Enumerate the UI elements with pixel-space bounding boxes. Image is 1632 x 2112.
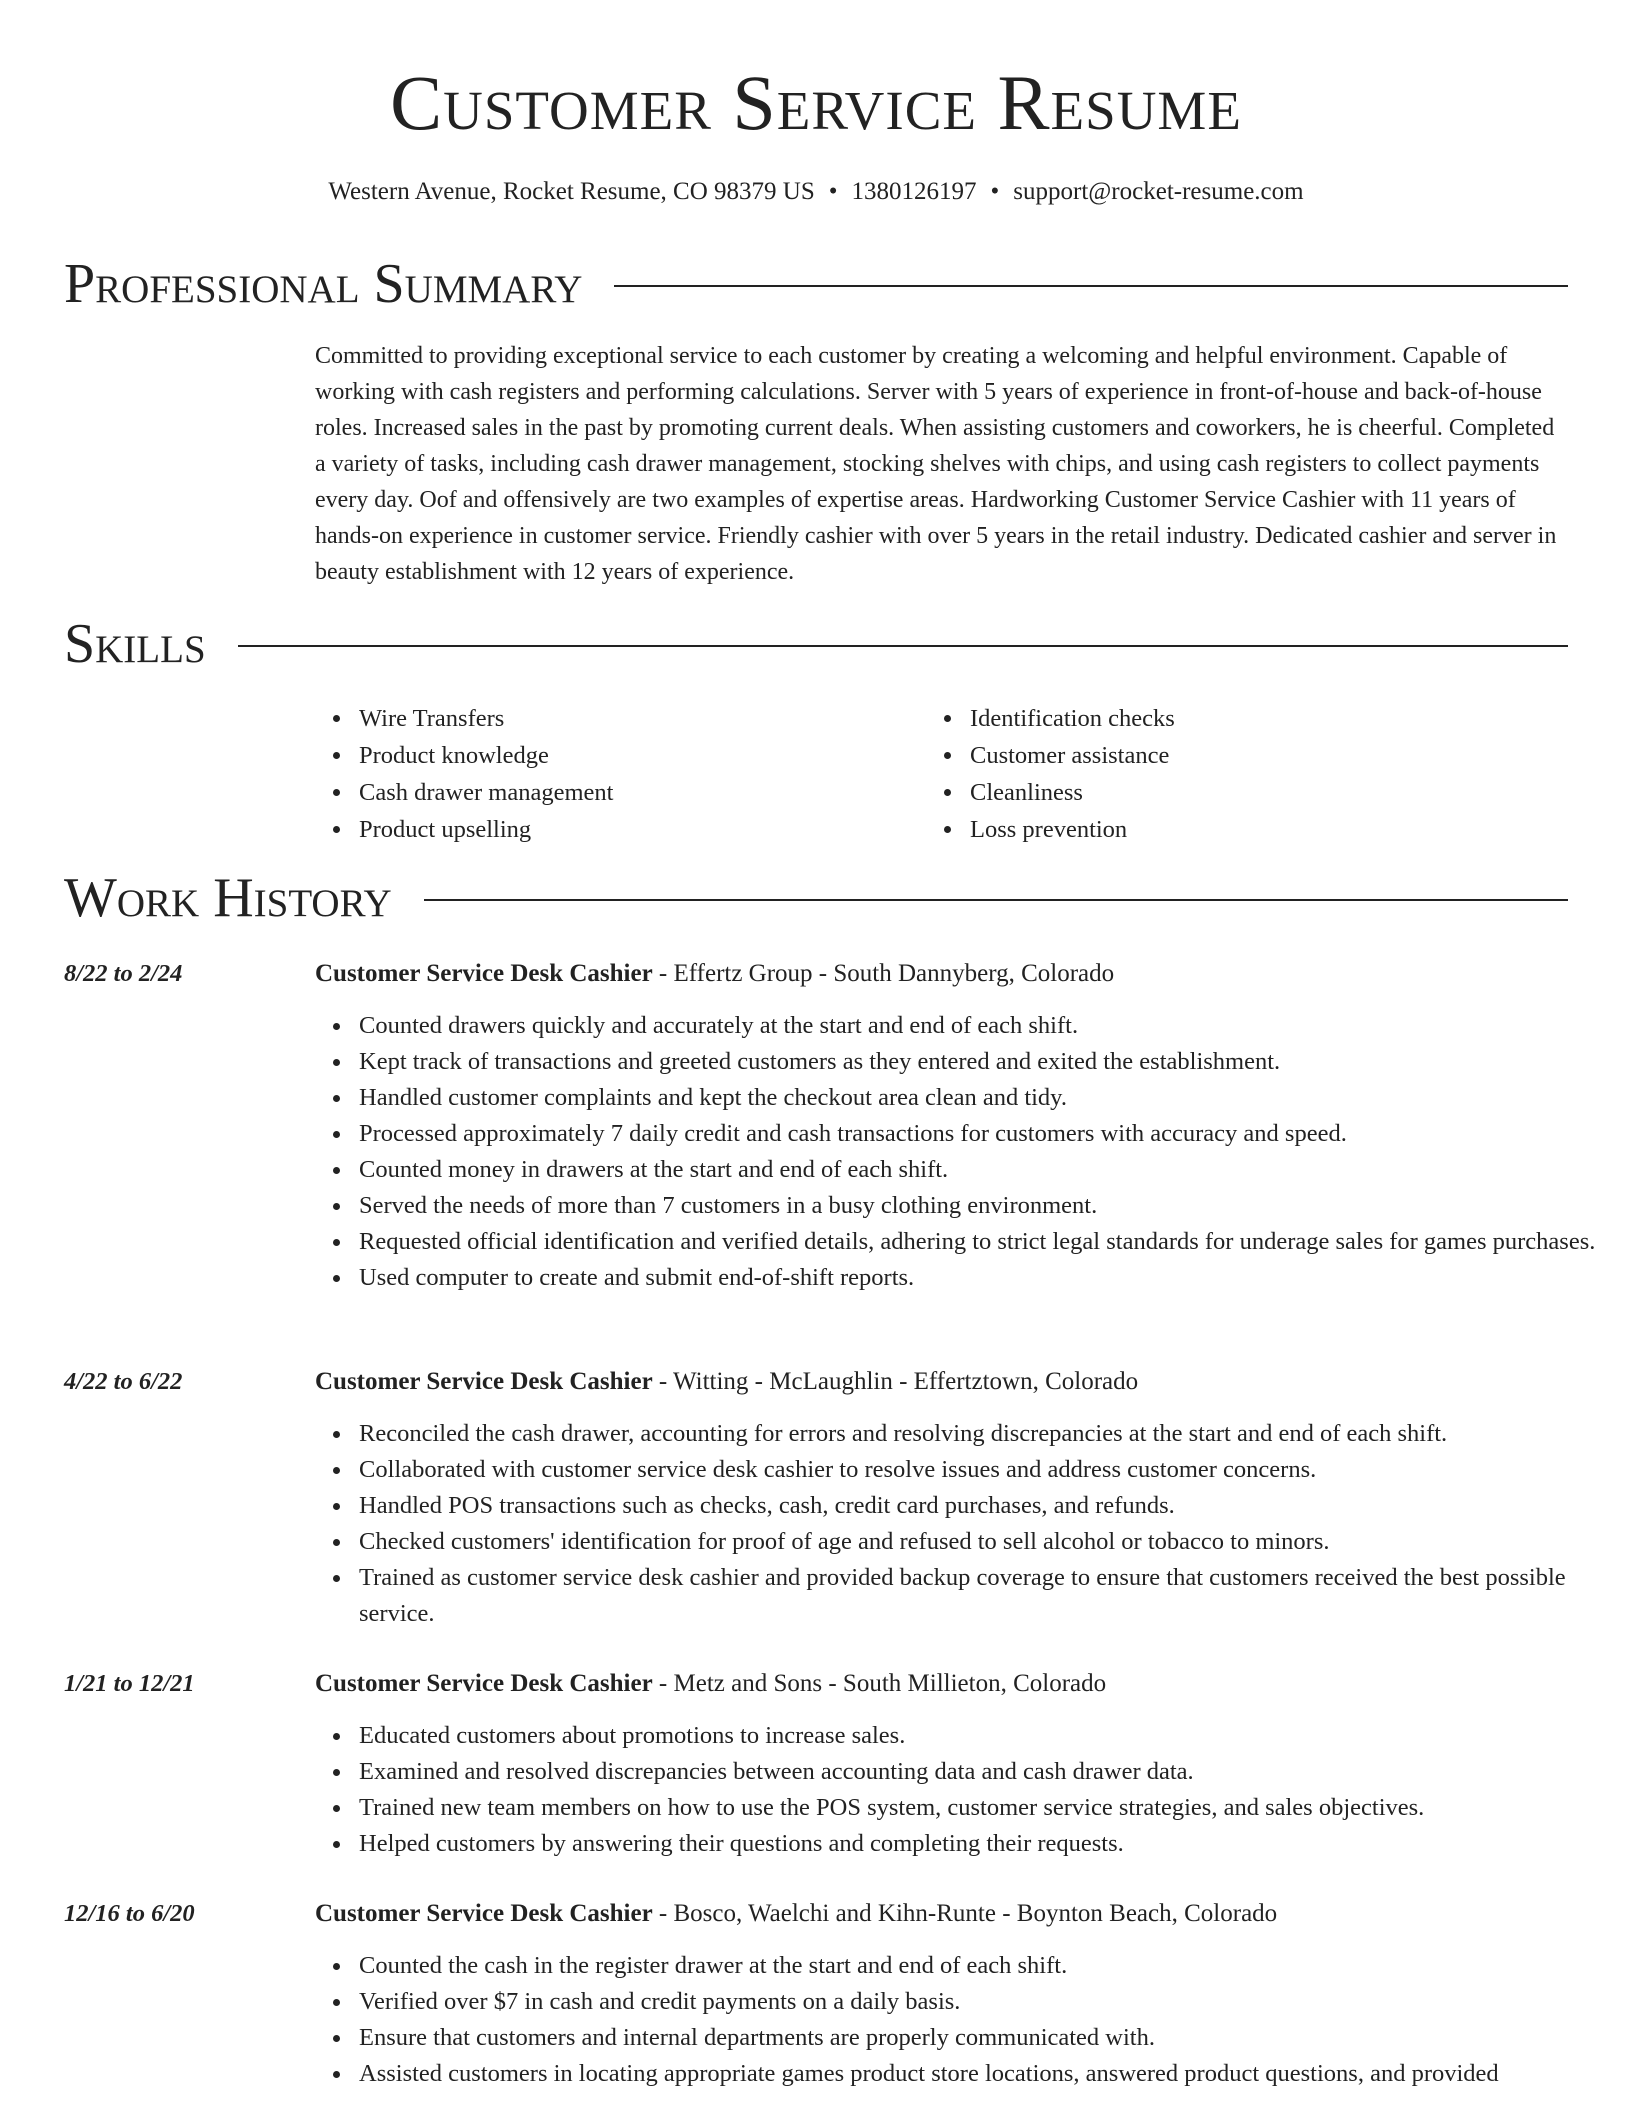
job-bullet: Trained as customer service desk cashier and provided backup coverage to ensure that customers received the best possible service.	[359, 1560, 1599, 1632]
job-dates: 8/22 to 2/24	[64, 960, 183, 987]
job-employer: - Witting - McLaughlin - Effertztown, Colorado	[652, 1368, 1139, 1395]
job-bullet: Counted the cash in the register drawer at the start and end of each shift.	[359, 1948, 1599, 1984]
work-section-header	[64, 866, 1568, 930]
job-bullet: Checked customers' identification for proof of age and refused to sell alcohol or tobacco to minors.	[359, 1524, 1599, 1560]
summary-section-header	[64, 252, 1568, 316]
contact-separator: •	[828, 178, 838, 205]
job-bullet: Processed approximately 7 daily credit and cash transactions for customers with accuracy and speed.	[359, 1116, 1599, 1152]
job-bullet: Counted money in drawers at the start and end of each shift.	[359, 1152, 1599, 1188]
job-bullet: Verified over $7 in cash and credit payments on a daily basis.	[359, 1984, 1599, 2020]
contact-line	[0, 176, 1632, 208]
skill-item: Loss prevention	[970, 811, 1530, 848]
job-bullet: Educated customers about promotions to increase sales.	[359, 1718, 1599, 1754]
job-bullet: Requested official identification and verified details, adhering to strict legal standards for underage sales for games purchases.	[359, 1224, 1599, 1260]
job-bullet: Kept track of transactions and greeted customers as they entered and exited the establishment.	[359, 1044, 1599, 1080]
job-bullets	[359, 1416, 1599, 1632]
job-employer: - Bosco, Waelchi and Kihn-Runte - Boynton Beach, Colorado	[652, 1900, 1278, 1927]
job-dates: 1/21 to 12/21	[64, 1670, 195, 1697]
job-bullet: Reconciled the cash drawer, accounting for errors and resolving discrepancies at the start and end of each shift.	[359, 1416, 1599, 1452]
job-headline	[315, 1896, 1565, 1932]
job-dates: 4/22 to 6/22	[64, 1368, 183, 1395]
skills-section-header	[64, 612, 1568, 676]
skills-list-left	[315, 700, 919, 848]
resume-title: Customer Service Resume	[390, 59, 1242, 146]
job-bullets	[359, 1718, 1599, 1862]
skill-item: Cleanliness	[970, 774, 1530, 811]
job-bullet: Trained new team members on how to use the POS system, customer service strategies, and sales objectives.	[359, 1790, 1599, 1826]
job-bullet: Served the needs of more than 7 customers in a busy clothing environment.	[359, 1188, 1599, 1224]
job-headline	[315, 1666, 1565, 1702]
skill-item: Wire Transfers	[359, 700, 919, 737]
section-divider	[424, 899, 1568, 901]
job-bullet: Examined and resolved discrepancies between accounting data and cash drawer data.	[359, 1754, 1599, 1790]
section-divider	[238, 645, 1568, 647]
contact-separator: •	[990, 178, 1000, 205]
work-heading: Work History	[64, 867, 392, 929]
job-title: Customer Service Desk Cashier	[315, 960, 653, 987]
job-bullet: Assisted customers in locating appropriate games product store locations, answered product questions, and provided	[359, 2056, 1599, 2092]
skills-list-right	[926, 700, 1530, 848]
contact-address: Western Avenue, Rocket Resume, CO 98379 US	[328, 178, 815, 205]
job-title: Customer Service Desk Cashier	[315, 1900, 653, 1927]
skill-item: Product upselling	[359, 811, 919, 848]
job-employer: - Metz and Sons - South Millieton, Colorado	[652, 1670, 1107, 1697]
job-bullet: Ensure that customers and internal departments are properly communicated with.	[359, 2020, 1599, 2056]
contact-phone: 1380126197	[851, 178, 977, 205]
section-divider	[614, 285, 1568, 287]
job-dates: 12/16 to 6/20	[64, 1900, 195, 1927]
job-headline	[315, 956, 1565, 992]
skill-item: Customer assistance	[970, 737, 1530, 774]
summary-heading: Professional Summary	[64, 253, 583, 315]
job-bullet: Handled POS transactions such as checks, cash, credit card purchases, and refunds.	[359, 1488, 1599, 1524]
skill-item: Product knowledge	[359, 737, 919, 774]
job-headline	[315, 1364, 1565, 1400]
job-bullet: Collaborated with customer service desk cashier to resolve issues and address customer concerns.	[359, 1452, 1599, 1488]
job-bullets	[359, 1008, 1599, 1296]
job-bullets	[359, 1948, 1599, 2092]
job-bullet: Helped customers by answering their questions and completing their requests.	[359, 1826, 1599, 1862]
job-employer: - Effertz Group - South Dannyberg, Colorado	[652, 960, 1115, 987]
skills-heading: Skills	[64, 613, 206, 675]
job-bullet: Handled customer complaints and kept the checkout area clean and tidy.	[359, 1080, 1599, 1116]
job-bullet: Used computer to create and submit end-of-shift reports.	[359, 1260, 1599, 1296]
contact-email[interactable]: support@rocket-resume.com	[1013, 178, 1304, 205]
skill-item: Identification checks	[970, 700, 1530, 737]
job-title: Customer Service Desk Cashier	[315, 1368, 653, 1395]
summary-text: Committed to providing exceptional service to each customer by creating a welcoming and helpful environment. Capable of working with cash registers and performing calculations. Server with 5 years of experience in front-of-house and back-of-house roles. Increased sales in the past by promoting current deals. When assisting customers and coworkers, he is cheerful. Completed a variety of tasks, including cash drawer management, stocking shelves with chips, and using cash registers to collect payments every day. Oof and offensively are two examples of expertise areas. Hardworking Customer Service Cashier with 11 years of hands-on experience in customer service. Friendly cashier with over 5 years in the retail industry. Dedicated cashier and server in beauty establishment with 12 years of experience.	[315, 343, 1557, 585]
job-title: Customer Service Desk Cashier	[315, 1670, 653, 1697]
job-bullet: Counted drawers quickly and accurately at the start and end of each shift.	[359, 1008, 1599, 1044]
skill-item: Cash drawer management	[359, 774, 919, 811]
